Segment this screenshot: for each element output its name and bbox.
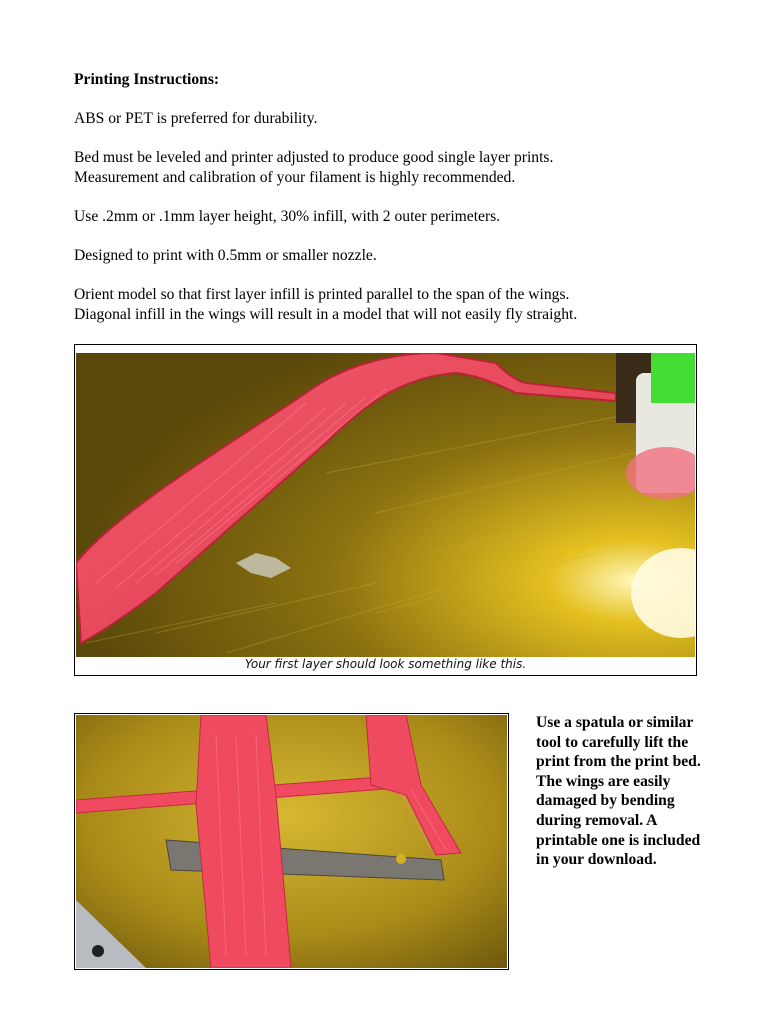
removal-instructions: Use a spatula or similar tool to carefully lift the print from the print bed. The wings are easily damaged by bending during removal. A printable one is included in your download. [536, 714, 701, 869]
page-heading: Printing Instructions: [74, 71, 220, 88]
first-layer-photo [76, 353, 695, 657]
first-layer-figure [74, 344, 697, 676]
paragraph-material: ABS or PET is preferred for durability. [74, 110, 318, 127]
first-layer-caption: Your first layer should look something like this. [244, 657, 527, 671]
paragraph-nozzle: Designed to print with 0.5mm or smaller nozzle. [74, 247, 377, 264]
removal-photo [76, 715, 507, 968]
paragraph-orientation-line2: Diagonal infill in the wings will result in a model that will not easily fly straight. [74, 306, 578, 323]
paragraph-bed-level-line2: Measurement and calibration of your filament is highly recommended. [74, 169, 516, 186]
paragraph-orientation-line1: Orient model so that first layer infill is printed parallel to the span of the wings. [74, 286, 570, 303]
paragraph-bed-level-line1: Bed must be leveled and printer adjusted to produce good single layer prints. [74, 149, 554, 166]
paragraph-layer-settings: Use .2mm or .1mm layer height, 30% infill, with 2 outer perimeters. [74, 208, 501, 225]
removal-figure [74, 713, 509, 970]
